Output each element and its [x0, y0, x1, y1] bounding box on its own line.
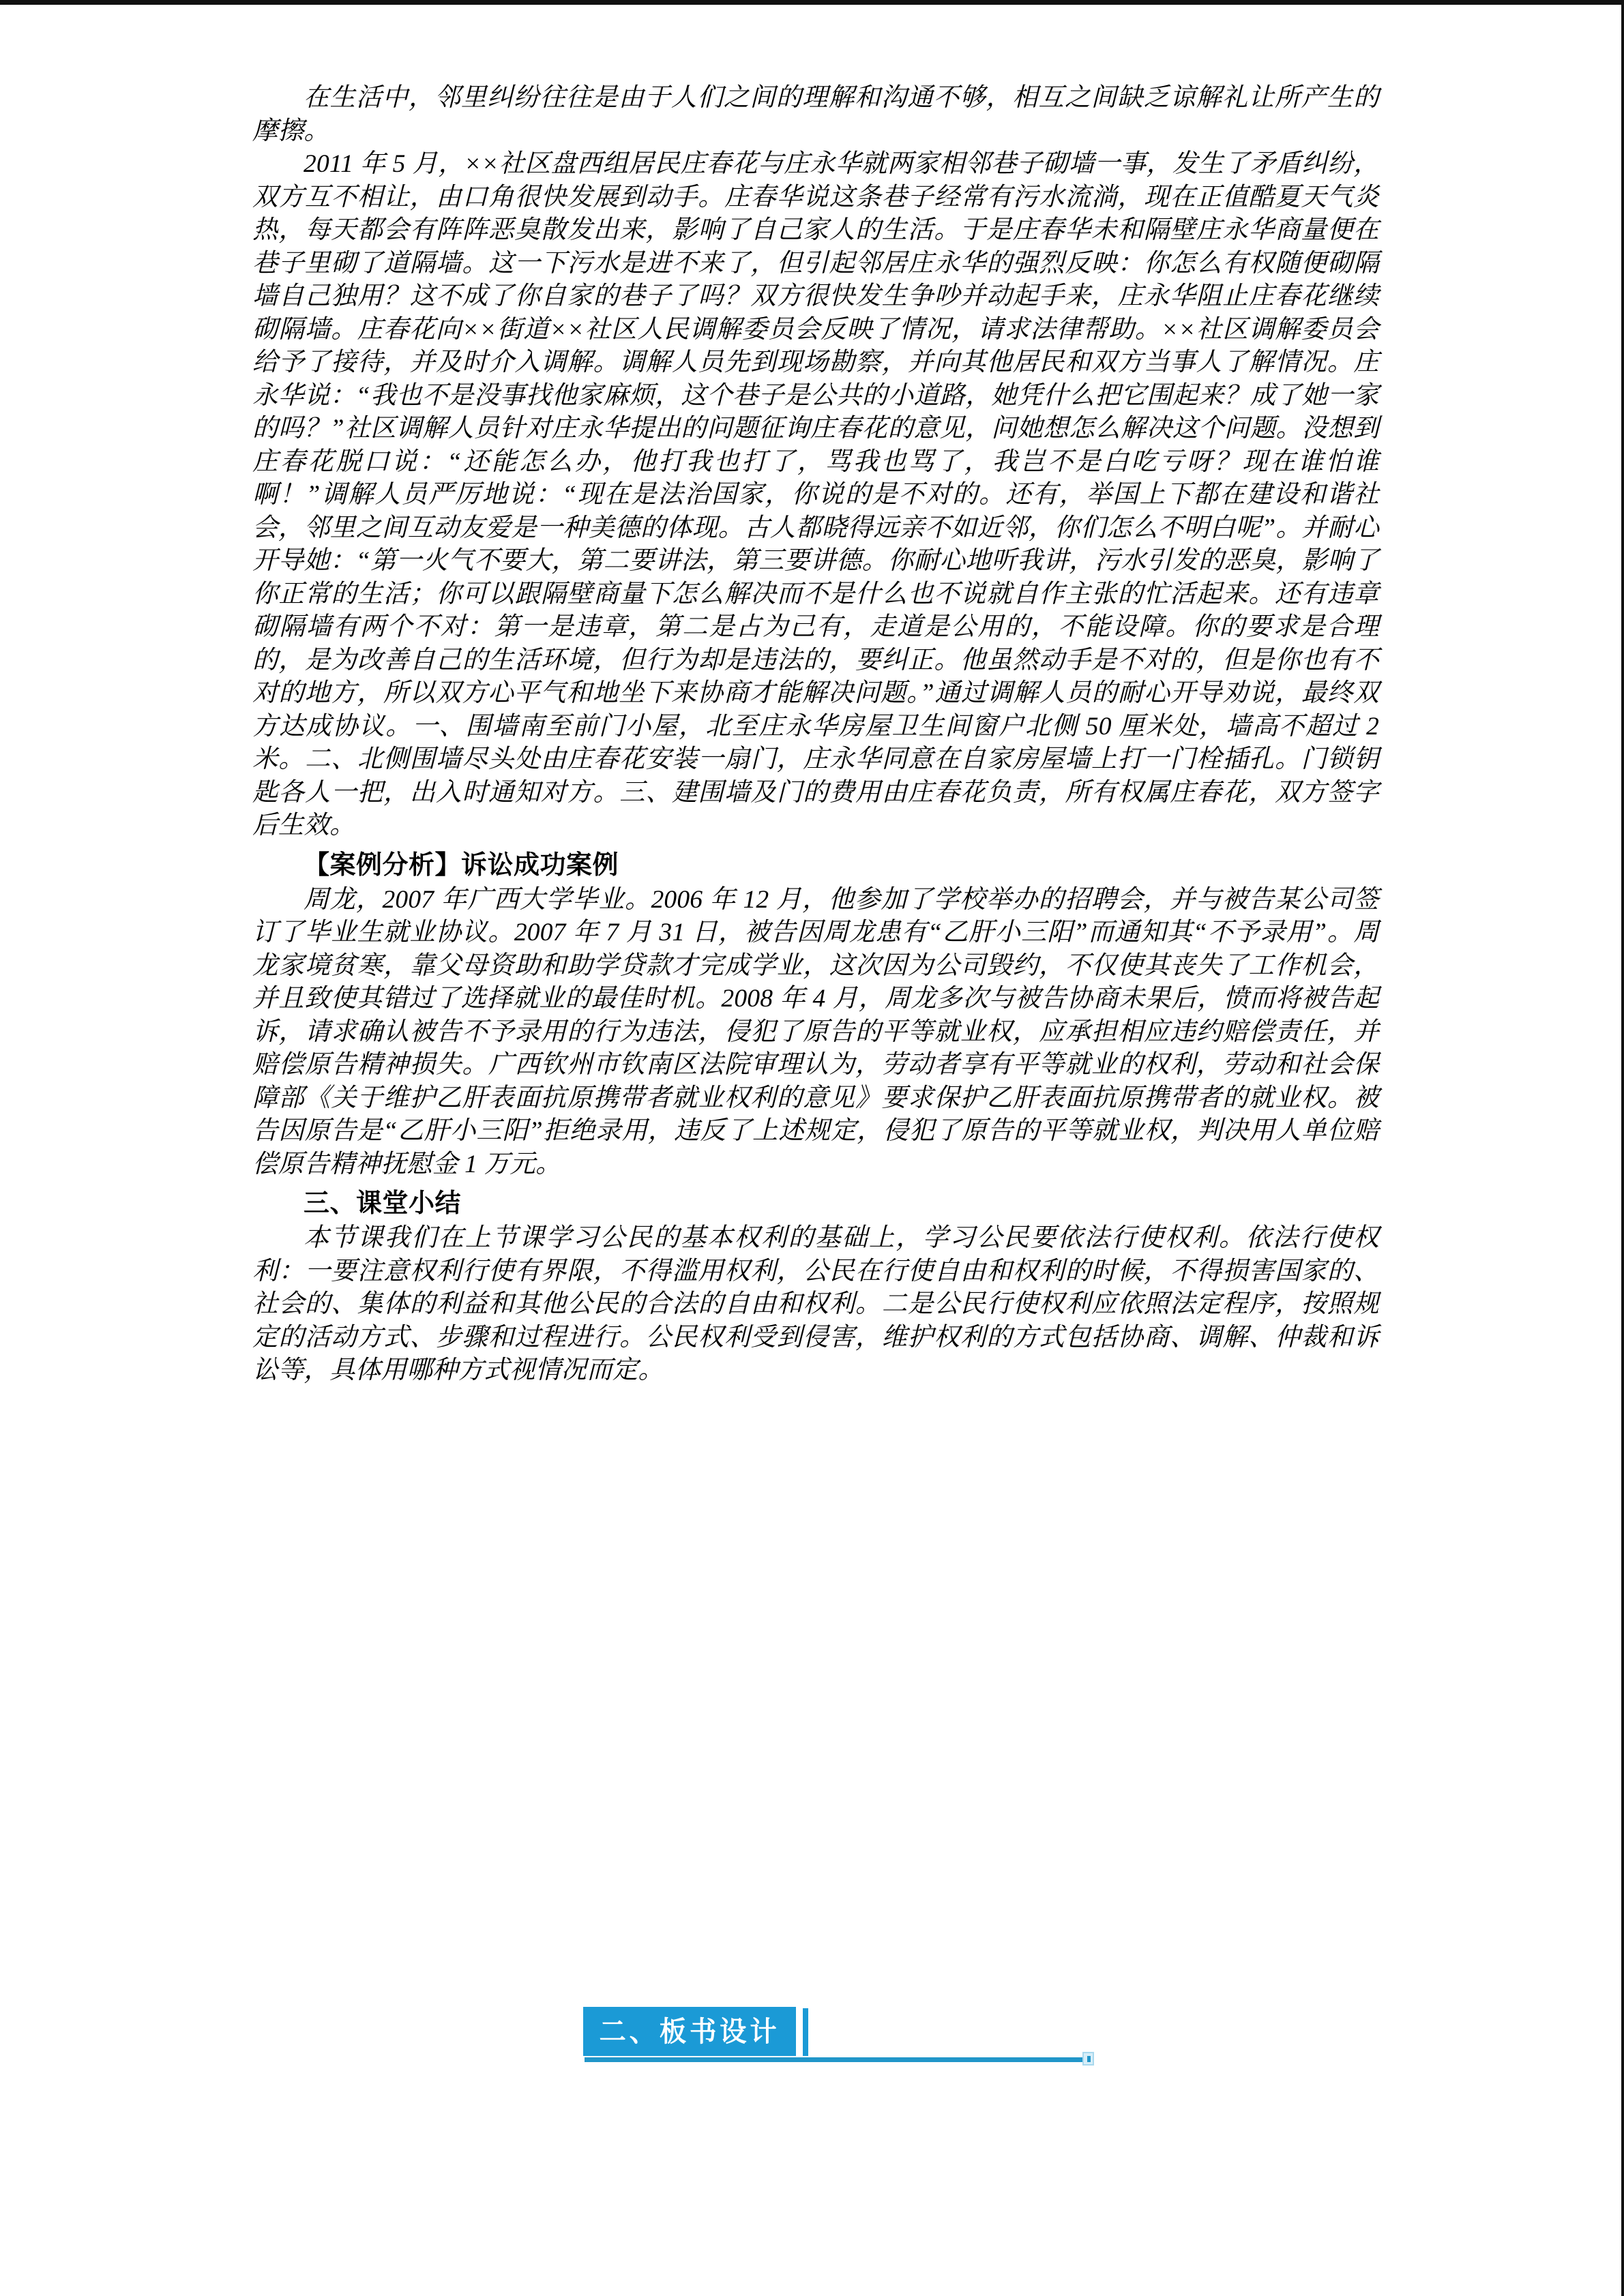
page-right-border [1621, 0, 1624, 2296]
document-content [252, 82, 1379, 1388]
paragraph-litigation-case: 周龙，2007 年广西大学毕业。2006 年 12 月，他参加了学校举办的招聘会，并与被告某公司签订了毕业生就业协议。2007 年 7 月 31 日，被告因周龙患有“乙肝小三阳”而通知其“不予录用”。周龙家境贫寒，靠父母资助和助学贷款才完成学业，这次因为公司毁约，不仅使其丧失了工作机会，并且致使其错过了选择就业的最佳时机。2008 年 4 月，周龙多次与被告协商未果后，愤而将被告起诉，请求确认被告不予录用的行为违法，侵犯了原告的平等就业权，应承担相应违约赔偿责任，并赔偿原告精神损失。广西钦州市钦南区法院审理认为，劳动者享有平等就业的权利，劳动和社会保障部《关于维护乙肝表面抗原携带者就业权利的意见》要求保护乙肝表面抗原携带者的就业权。被告因原告是“乙肝小三阳”拒绝录用，违反了上述规定，侵犯了原告的平等就业权，判决用人单位赔偿原告精神抚慰金 1 万元。 [252, 885, 1379, 1178]
banner-vertical-bar [803, 2008, 808, 2056]
heading-class-summary: 三、课堂小结 [304, 1188, 462, 1218]
page-top-border [0, 0, 1624, 5]
paragraph-mediation-case: 2011 年 5 月，××社区盘西组居民庄春花与庄永华就两家相邻巷子砌墙一事，发生了矛盾纠纷，双方互不相让，由口角很快发展到动手。庄春华说这条巷子经常有污水流淌，现在正值酷夏天气炎热，每天都会有阵阵恶臭散发出来，影响了自己家人的生活。于是庄春华未和隔壁庄永华商量便在巷子里砌了道隔墙。这一下污水是进不来了，但引起邻居庄永华的强烈反映：你怎么有权随便砌隔墙自己独用？这不成了你自家的巷子了吗？双方很快发生争吵并动起手来，庄永华阻止庄春花继续砌隔墙。庄春花向××街道××社区人民调解委员会反映了情况，请求法律帮助。××社区调解委员会给予了接待，并及时介入调解。调解人员先到现场勘察，并向其他居民和双方当事人了解情况。庄永华说：“我也不是没事找他家麻烦，这个巷子是公共的小道路，她凭什么把它围起来？成了她一家的吗？”社区调解人员针对庄永华提出的问题征询庄春花的意见，问她想怎么解决这个问题。没想到庄春花脱口说：“还能怎么办，他打我也打了，骂我也骂了，我岂不是白吃亏呀？现在谁怕谁啊！”调解人员严厉地说：“现在是法治国家，你说的是不对的。还有，举国上下都在建设和谐社会，邻里之间互动友爱是一种美德的体现。古人都晓得远亲不如近邻，你们怎么不明白呢”。并耐心开导她：“第一火气不要大，第二要讲法，第三要讲德。你耐心地听我讲，污水引发的恶臭，影响了你正常的生活；你可以跟隔壁商量下怎么解决而不是什么也不说就自作主张的忙活起来。还有违章砌隔墙有两个不对：第一是违章，第二是占为己有，走道是公用的，不能设障。你的要求是合理的，是为改善自己的生活环境，但行为却是违法的，要纠正。他虽然动手是不对的，但是你也有不对的地方，所以双方心平气和地坐下来协商才能解决问题。”通过调解人员的耐心开导劝说，最终双方达成协议。一、围墙南至前门小屋，北至庄永华房屋卫生间窗户北侧 50 厘米处，墙高不超过 2 米。二、北侧围墙尽头处由庄春花安装一扇门，庄永华同意在自家房屋墙上打一门栓插孔。门锁钥匙各人一把，出入时通知对方。三、建围墙及门的费用由庄春花负责，所有权属庄春花，双方签字后生效。 [252, 150, 1379, 839]
banner-horizontal-rule [585, 2057, 1087, 2062]
heading-case-analysis: 【案例分析】诉讼成功案例 [304, 849, 619, 880]
banner-endcap-icon [1082, 2052, 1094, 2066]
banner-title-box [583, 2007, 796, 2056]
paragraph-class-summary: 本节课我们在上节课学习公民的基本权利的基础上，学习公民要依法行使权利。依法行使权利：一要注意权利行使有界限，不得滥用权利，公民在行使自由和权利的时候，不得损害国家的、社会的、集体的利益和其他公民的合法的自由和权利。二是公民行使权利应依照法定程序，按照规定的活动方式、步骤和过程进行。公民权利受到侵害，维护权利的方式包括协商、调解、仲裁和诉讼等，具体用哪种方式视情况而定。 [252, 1224, 1379, 1384]
banner-title-label: 二、板书设计 [599, 2014, 780, 2048]
section-banner [583, 2007, 1061, 2072]
paragraph-intro: 在生活中，邻里纠纷往往是由于人们之间的理解和沟通不够，相互之间缺乏谅解礼让所产生的摩擦。 [252, 84, 1379, 145]
